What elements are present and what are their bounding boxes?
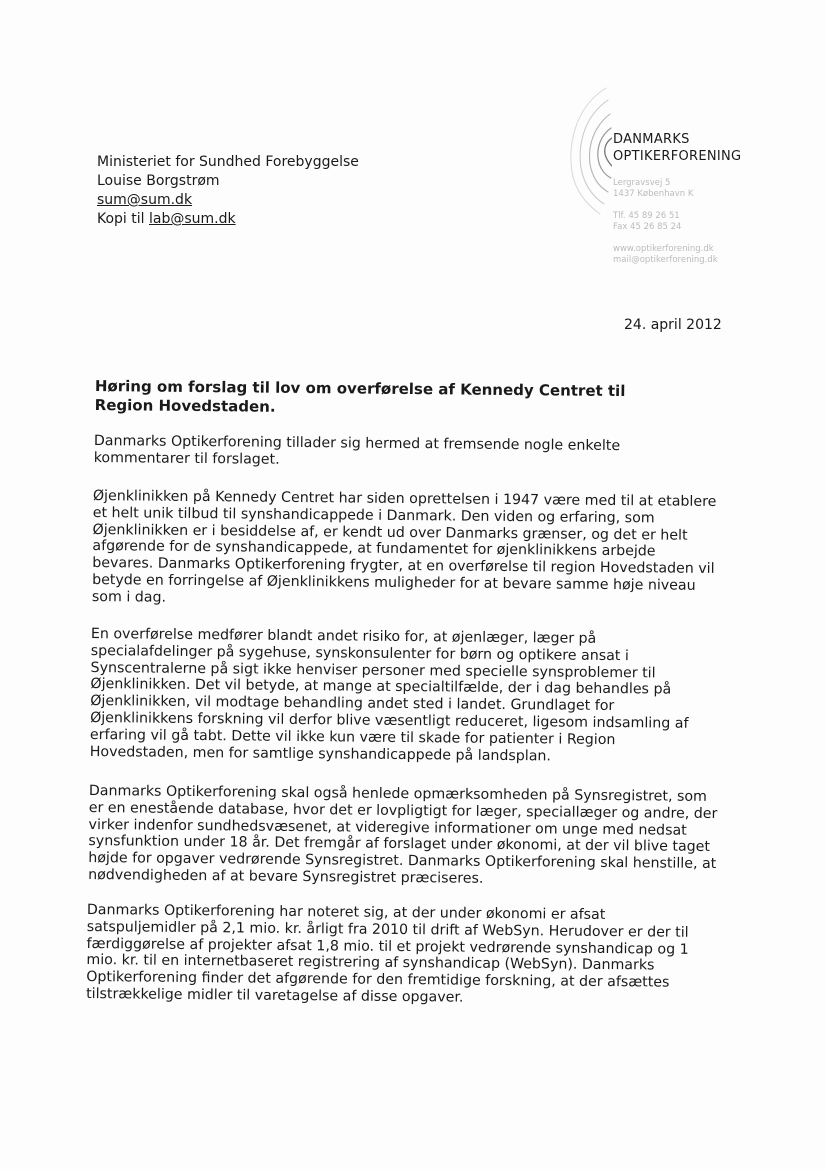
recipient-email-link[interactable]: sum@sum.dk [97, 192, 193, 208]
body-paragraph-3: En overførelse medfører blandt andet risiko for, at øjenlæger, læger på specialafdelinger på sygehuse, synskonsulenter for børn og optikere ansat i Synscentralerne på sigt ikke henviser personer med specielle synsproblemer til Øjenklinikken. Det vil betyde, at mange at specialtilfælde, der i dag behandles på Øjenklinikken, vil modtage behandling andet sted i landet. Grundlaget for Øjenklinikkens forskning vil derfor blive væsentligt reduceret, ligesom indsamling af erfaring vil gå tabt. Dette vil ikke kun være til skade for patienter i Region Hovedstaden, men for samtlige synshandicappede på landsplan. [89, 626, 689, 764]
body-paragraph-2: Øjenklinikken på Kennedy Centret har siden oprettelsen i 1947 være med til at etablere et helt unik tilbud til synshandicappede i Danmark. Den viden og erfaring, som Øjenklinikken er i besiddelse af, er kendt ud over Danmarks grænser, og det er helt afgørende for de synshandicappede, at fundamentet for øjenklinikkens arbejde bevares. Danmarks Optikerforening frygter, at en overførelse til region Hovedstaden vil betyde en forringelse af Øjenklinikkens muligheder for at bevare samme høje niveau som i dag. [91, 488, 717, 606]
organization-name-line2: OPTIKERFORENING [613, 149, 742, 164]
recipient-organization: Ministeriet for Sundhed Forebyggelse [97, 154, 359, 170]
contact-address-line1: Lergravsvej 5 [613, 178, 671, 188]
contact-address-line2: 1437 København K [613, 189, 694, 199]
organization-contact [613, 178, 718, 266]
body-paragraph-1: Danmarks Optikerforening tillader sig hermed at fremsende nogle enkelte kommentarer til forslaget. [93, 433, 621, 468]
body-paragraph-5: Danmarks Optikerforening har noteret sig, at der under økonomi er afsat satspuljemidler på 2,1 mio. kr. årligt fra 2010 til drift af WebSyn. Herudover er der til færdiggørelse af projekter afsat 1,8 mio. til et projekt vedrørende synshandicap og 1 mio. kr. til en internetbaseret registrering af synshandicap (WebSyn). Danmarks Optikerforening finder det afgørende for den fremtidige forskning, at der afsættes tilstrækkelige midler til varetagelse af disse opgaver. [86, 902, 689, 1006]
body-paragraph-4: Danmarks Optikerforening skal også henlede opmærksomheden på Synsregistret, som er en enestående database, hvor det er lovpligtigt for læger, speciallæger og andre, der virker indenfor sundhedsvæsenet, at videregive informationer om unge med nedsat synsfunktion under 18 år. Det fremgår af forslaget under økonomi, at der vil blive taget højde for opgaver vedrørende Synsregistret. Danmarks Optikerforening skal henstille, at nødvendigheden af at bevare Synsregistret præciseres. [88, 783, 718, 887]
copy-prefix: Kopi til [97, 211, 149, 227]
organization-name-line1: DANMARKS [613, 132, 690, 147]
organization-name [613, 131, 741, 165]
contact-web-line1: www.optikerforening.dk [613, 244, 714, 254]
contact-web-line2: mail@optikerforening.dk [613, 255, 718, 265]
optikerforening-logo-icon [566, 86, 612, 216]
contact-phone: Tlf. 45 89 26 51 [613, 211, 680, 221]
letter-subject: Høring om forslag til lov om overførelse af Kennedy Centret til Region Hovedstaden. [94, 377, 626, 416]
recipient-person: Louise Borgstrøm [97, 173, 220, 189]
contact-fax: Fax 45 26 85 24 [613, 222, 682, 232]
letter-date: 24. april 2012 [624, 317, 722, 333]
copy-email-link[interactable]: lab@sum.dk [149, 211, 236, 227]
recipient-block [97, 153, 359, 229]
copy-line [97, 210, 359, 229]
